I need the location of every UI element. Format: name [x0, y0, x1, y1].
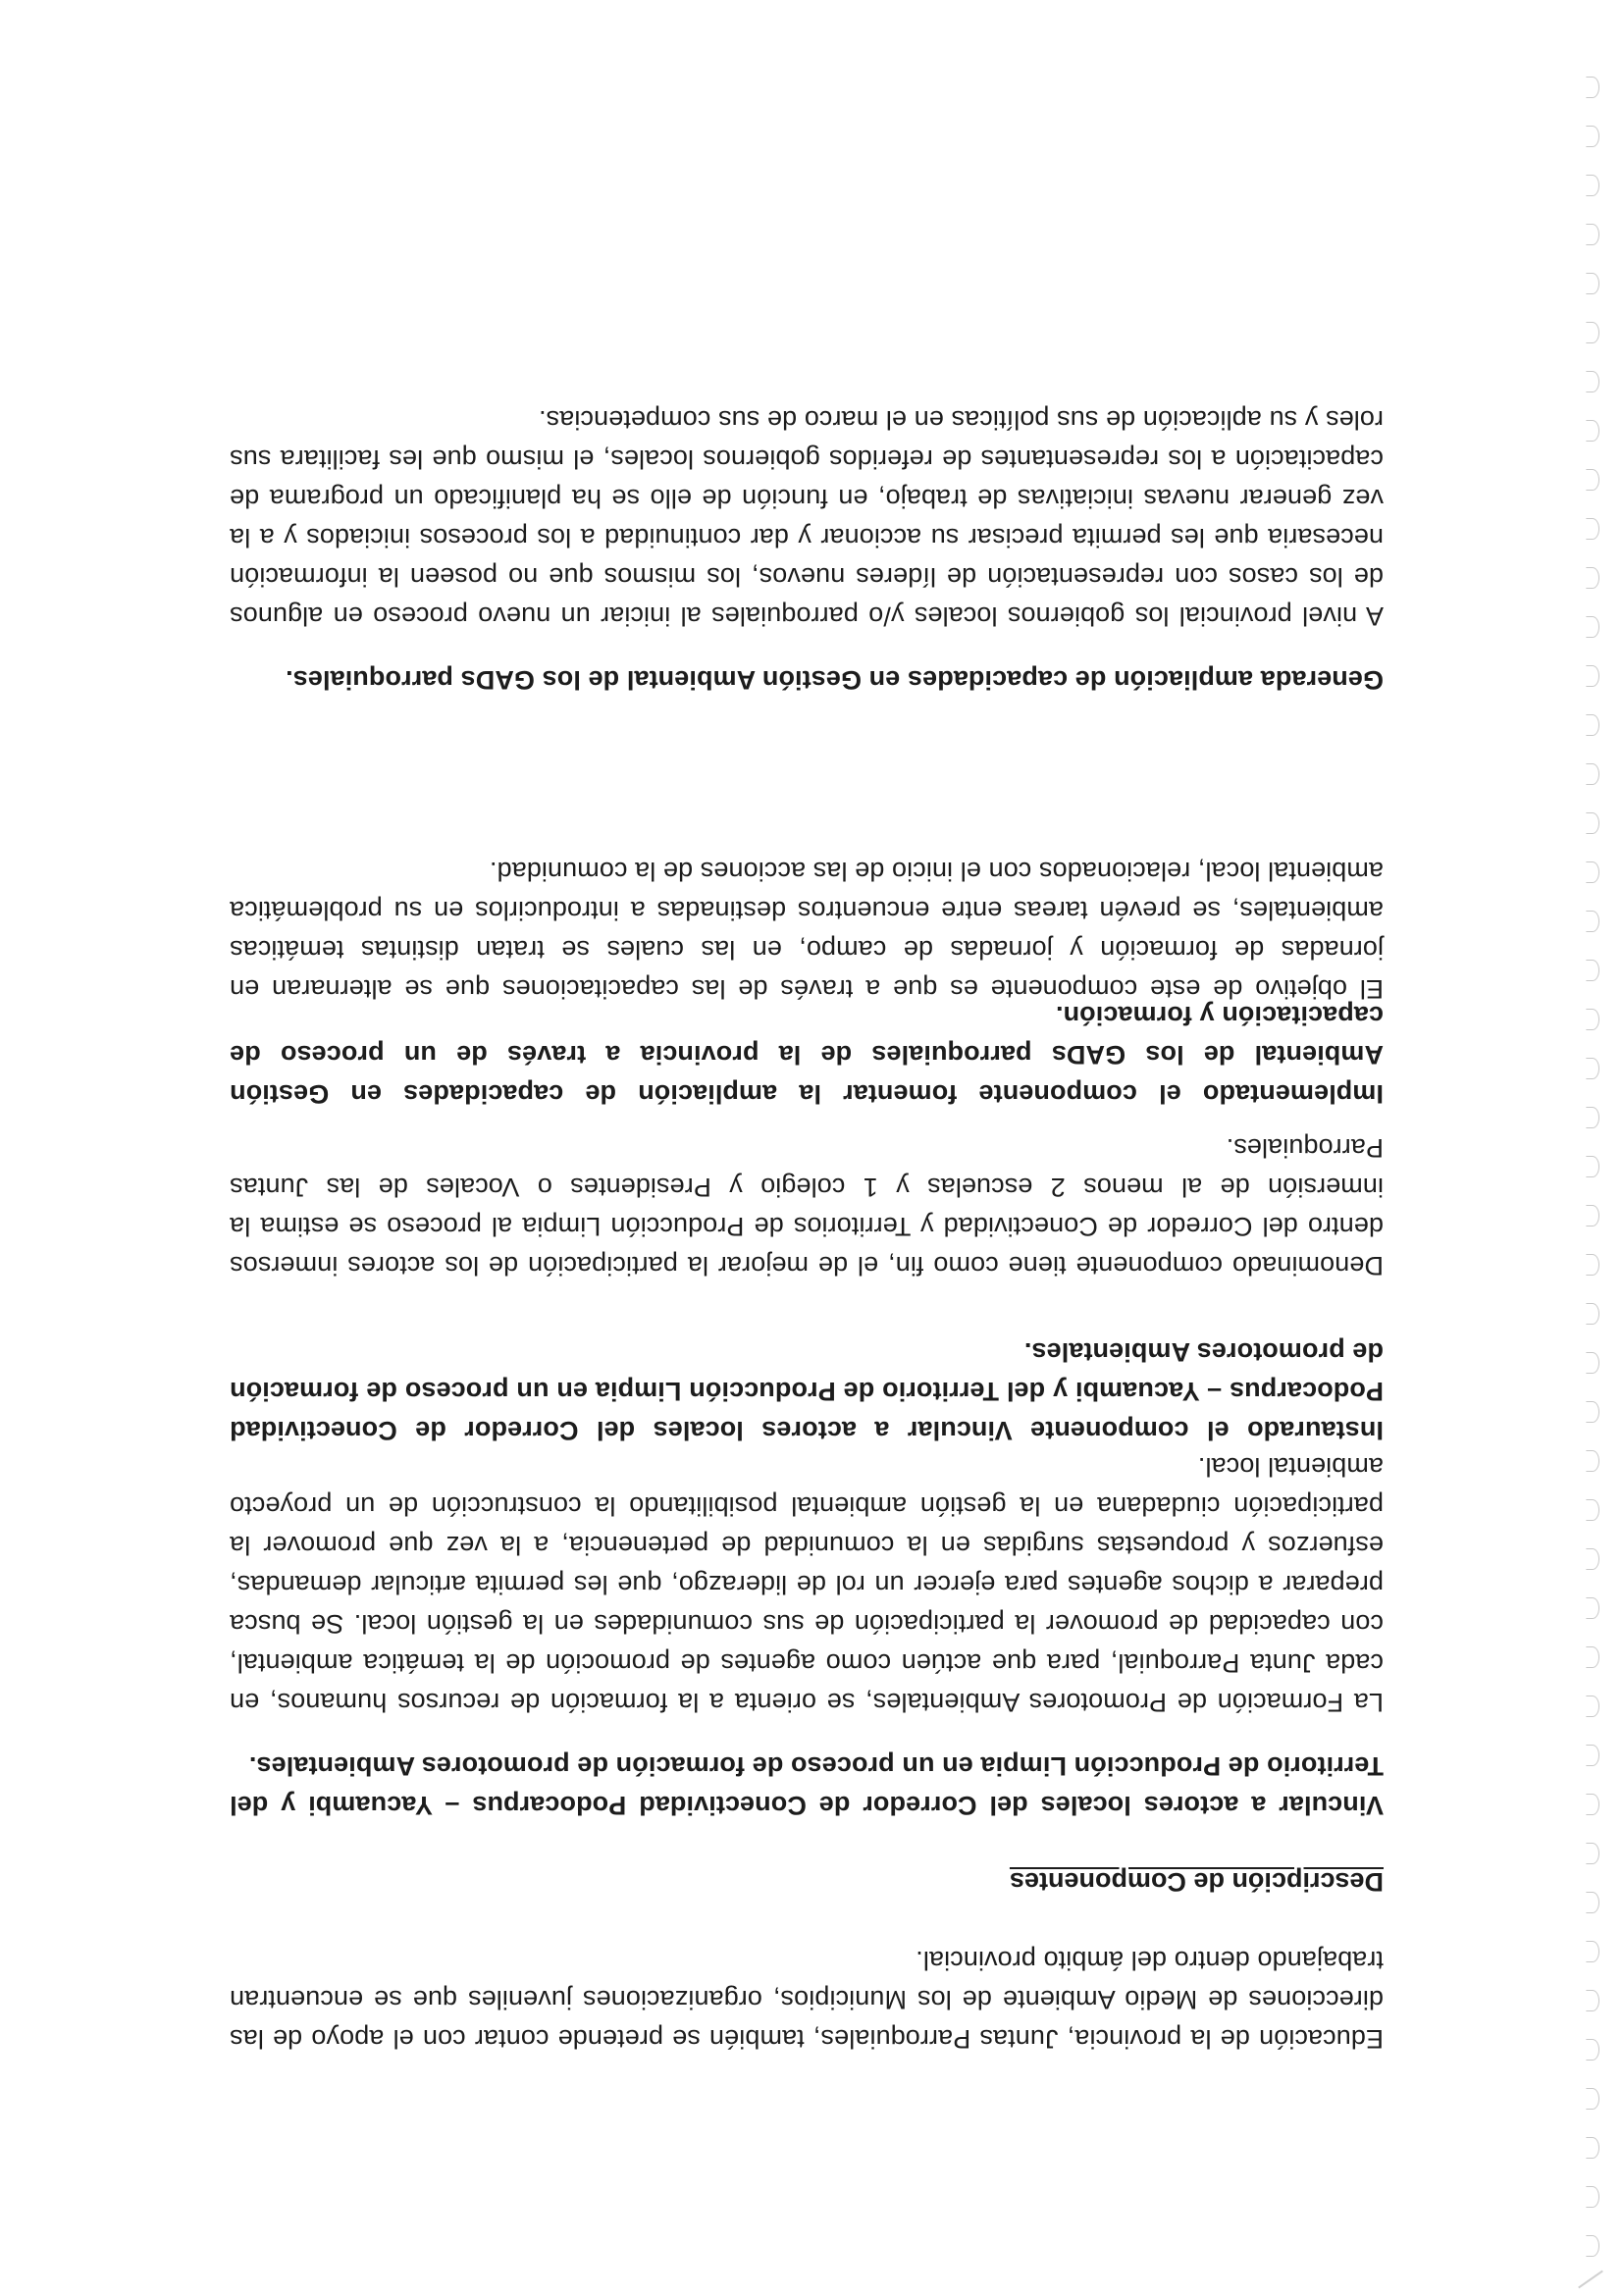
binding-hole [1586, 1499, 1599, 1521]
binding-hole [1586, 77, 1599, 98]
binding-hole [1586, 1794, 1599, 1815]
binding-hole [1586, 2039, 1599, 2061]
binding-hole [1586, 1990, 1599, 2011]
binding-hole [1586, 1009, 1599, 1030]
component-4-heading: Generada ampliación de capacidades en Gestión Ambiental de los GADs parroquiales. [286, 665, 1384, 695]
binding-hole [1586, 518, 1599, 540]
binding-hole [1586, 1843, 1599, 1864]
binding-hole [1586, 1205, 1599, 1226]
binding-hole [1586, 469, 1599, 491]
binding-hole [1586, 1892, 1599, 1913]
intro-paragraph: Educación de la provincia, Juntas Parroquiales, también se pretende contar con el apoyo de las direcciones de Medio Ambiente de los Municipios, organizaciones juveniles que se encuentran trabajando dentro del ámbito provincial. [230, 1946, 1384, 2054]
binding-hole [1586, 224, 1599, 245]
binding-hole [1586, 175, 1599, 196]
binding-hole [1586, 665, 1599, 687]
binding-hole [1586, 1058, 1599, 1079]
binding-hole [1586, 1745, 1599, 1766]
component-2-body: Denominado componente tiene como fin, el de mejorar la participación de los actores inmersos dentro del Corredor de Conectividad y Territorios de Producción Limpia al proceso se estima la inmersión de al menos 2 escuelas y 1 colegio y Presidentes o Vocales de las Juntas Parroquiales. [230, 1133, 1384, 1280]
binding-hole [1586, 322, 1599, 343]
binding-hole [1586, 1352, 1599, 1374]
component-4-body: A nivel provincial los gobiernos locales y/o parroquiales al iniciar un nuevo proceso en algunos de los casos con representación de líderes nuevos, los mismos que no poseen la información necesaria que les permita precisar su accionar y dar continuidad a los procesos iniciados y a la vez generar nuevas iniciativas de trabajo, en función de ello se ha planificado un programa de capacitación a los representantes de referidos gobiernos locales, el mismo que les facilitara sus roles y su aplicación de sus políticas en el marco de sus competencias. [230, 405, 1384, 631]
scan-corner-mark [1578, 2270, 1603, 2289]
binding-hole [1586, 960, 1599, 981]
binding-hole [1586, 1156, 1599, 1177]
binding-hole [1586, 1107, 1599, 1128]
component-3-heading: Implementado el componente fomentar la ampliación de capacidades en Gestión Ambiental de los GADs parroquiales de la provincia a través de un proceso de capacitación y formación. [230, 1001, 1384, 1109]
binding-hole [1586, 1401, 1599, 1423]
component-3-body: El objetivo de este componente es que a través de las capacitaciones que se alternaran en jornadas de formación y jornadas de campo, en las cuales se tratan distintas temáticas ambientales, se prevén tareas entre encuentros destinadas a introducirlos en su problemática ambiental local, relacionados con el inicio de las acciones de la comunidad. [230, 857, 1384, 1004]
binding-hole [1586, 1254, 1599, 1276]
binding-hole [1586, 1548, 1599, 1570]
binding-hole [1586, 1696, 1599, 1717]
binding-hole [1586, 2088, 1599, 2110]
binding-hole [1586, 1646, 1599, 1668]
binding-hole [1586, 1303, 1599, 1325]
binding-hole [1586, 1597, 1599, 1619]
binding-hole [1586, 126, 1599, 147]
binding-hole [1586, 1450, 1599, 1472]
binding-hole [1586, 763, 1599, 785]
binding-hole [1586, 420, 1599, 442]
binding-hole [1586, 616, 1599, 638]
binding-hole [1586, 1941, 1599, 1962]
component-1-body: La Formación de Promotores Ambientales, se orienta a la formación de recursos humanos, en cada Junta Parroquial, para que actúen como agentes de promoción de la temática ambiental, con capacidad de promover la participación de sus comunidades en la gestión local. Se busca preparar a dichos agentes para ejercer un rol de liderazgo, que les permita articular demandas, esfuerzos y propuestas surgidas en la comunidad de pertenencia, a la vez que promover la participación ciudadana en la gestión ambiental posibilitando la construcción de un proyecto ambiental local. [230, 1452, 1384, 1717]
binding-hole [1586, 2186, 1599, 2208]
binding-hole [1586, 812, 1599, 834]
binding-hole [1586, 2235, 1599, 2257]
binding-hole [1586, 861, 1599, 883]
component-2-heading: Instaurado el componente Vincular a actores locales del Corredor de Conectividad Podocarpus – Yacuambi y del Territorio de Producción Limpia en un proceso de formación de promotores Ambientales. [230, 1337, 1384, 1445]
binding-hole [1586, 371, 1599, 392]
binding-hole [1586, 273, 1599, 294]
binding-hole [1586, 911, 1599, 932]
binding-hole [1586, 567, 1599, 589]
binding-hole [1586, 714, 1599, 736]
component-1-heading: Vincular a actores locales del Corredor de Conectividad Podocarpus – Yacuambi y del Territorio de Producción Limpia en un proceso de formación de promotores Ambientales. [230, 1751, 1384, 1820]
binding-holes [1566, 49, 1605, 2257]
section-title: Descripción de Componentes [1009, 1867, 1384, 1897]
binding-hole [1586, 2137, 1599, 2159]
